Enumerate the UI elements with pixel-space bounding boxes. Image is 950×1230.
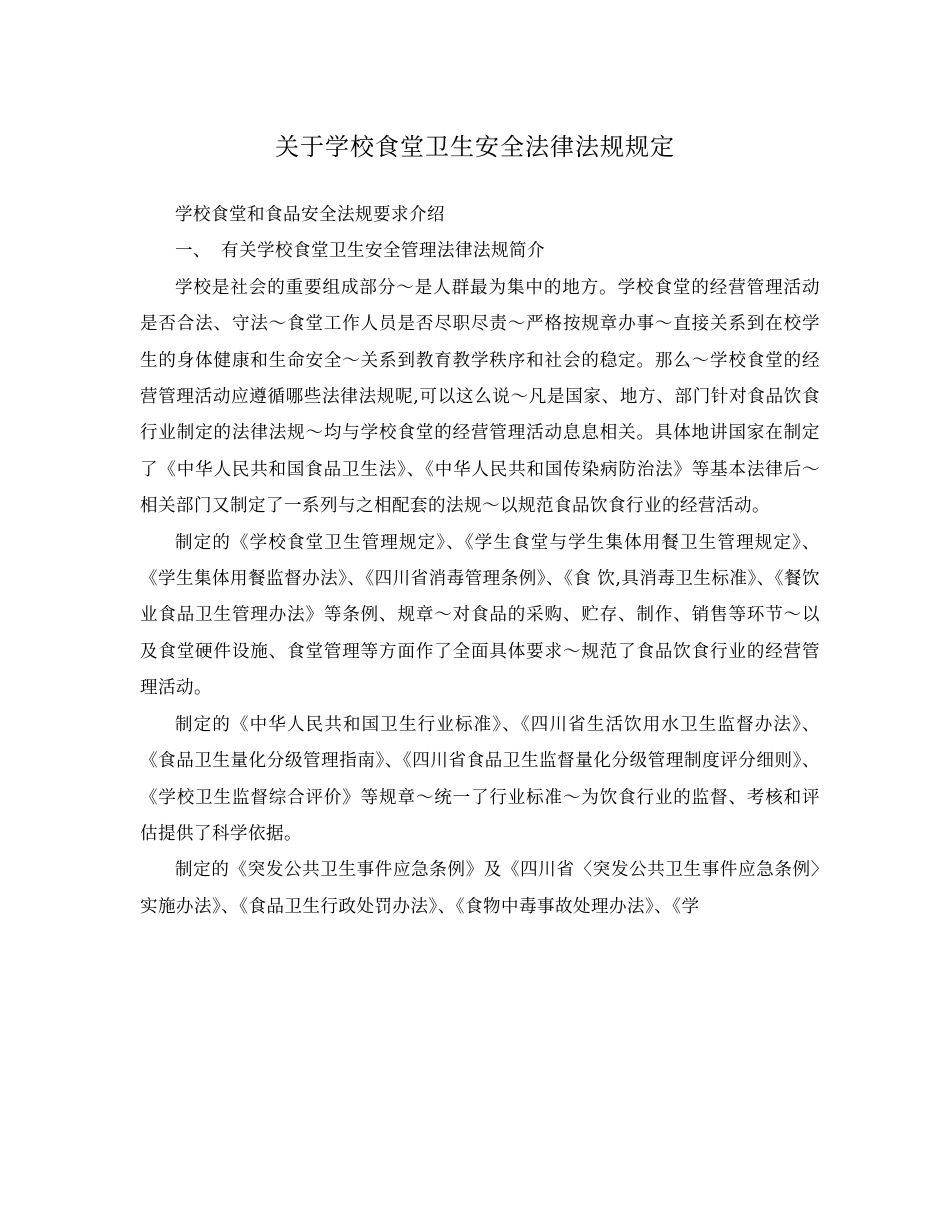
document-title: 关于学校食堂卫生安全法律法规规定 [275, 133, 675, 161]
paragraph-regulations: 制定的《学校食堂卫生管理规定》、《学生食堂与学生集体用餐卫生管理规定》、《学生集体用餐监督办法》、《四川省消毒管理条例》、《食 饮,具消毒卫生标准》、《餐饮业食品卫生管理办法》等条例、规章～对食品的采购、贮存、制作、销售等环节～以及食堂硬件设施、食堂管理等方面作了全面具体要求～规范了食品饮食行业的经营管理活动。 [140, 532, 820, 699]
section-number: 一、 [175, 241, 211, 262]
section-heading [140, 233, 820, 269]
document-body [140, 197, 820, 925]
document-subtitle: 学校食堂和食品安全法规要求介绍 [175, 205, 445, 225]
paragraph-emergency: 制定的《突发公共卫生事件应急条例》及《四川省〈突发公共卫生事件应急条例〉实施办法》、《食品卫生行政处罚办法》、《食物中毒事故处理办法》、《学 [140, 860, 820, 917]
paragraph-standards: 制定的《中华人民共和国卫生行业标准》、《四川省生活饮用水卫生监督办法》、《食品卫生量化分级管理指南》、《四川省食品卫生监督量化分级管理制度评分细则》、《学校卫生监督综合评价》等规章～统一了行业标准～为饮食行业的监督、考核和评估提供了科学依据。 [140, 714, 820, 844]
section-heading-text: 有关学校食堂卫生安全管理法律法规简介 [221, 241, 545, 262]
paragraph-intro: 学校是社会的重要组成部分～是人群最为集中的地方。学校食堂的经营管理活动是否合法、守法～食堂工作人员是否尽职尽责～严格按规章办事～直接关系到在校学生的身体健康和生命安全～关系到教育教学秩序和社会的稳定。那么～学校食堂的经营管理活动应遵循哪些法律法规呢,可以这么说～凡是国家、地方、部门针对食品饮食行业制定的法律法规～均与学校食堂的经营管理活动息息相关。具体地讲国家在制定了《中华人民共和国食品卫生法》、《中华人民共和国传染病防治法》等基本法律后～相关部门又制定了一系列与之相配套的法规～以规范食品饮食行业的经营活动。 [140, 277, 820, 517]
